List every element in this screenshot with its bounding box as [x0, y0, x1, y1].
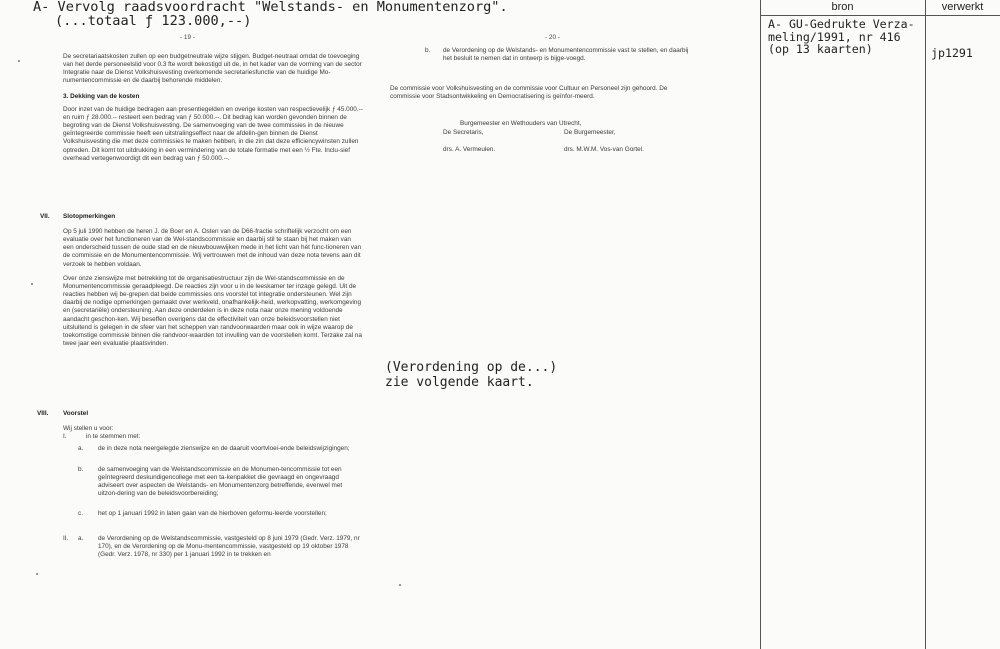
scan-speck — [31, 283, 33, 285]
card-header-title: A- Vervolg raadsvoordracht "Welstands- en Monumentenzorg". — [33, 0, 508, 15]
burgemeester-label: De Burgemeester, — [564, 129, 616, 136]
continuation-note-line-2: zie volgende kaart. — [385, 375, 534, 390]
proposal-item-I-number: I. — [63, 433, 67, 440]
section-7-paragraph-2: Over onze zienswijze met betrekking tot de organisatiestructuur zijn de Wel-standscommissie en de Monumentencommissie geraadpleegd. De reacties zijn voor u in de leeskamer ter inzage gelegd. Uit de reacties hebben wij be-grepen dat beide commissies ons voorstel tot integratie ondersteunen. Wel zijn daarbij de nodige opmerkingen gemaakt over werkveld, onafhankelijk-heid, werkopvatting, werkomgeving en (secretariële) ondersteuning. Aan deze onderdelen is in deze nota naar onze mening voldoende aandacht geschon-ken. Wij beseffen overigens dat de effectiviteit van onze beleidsvoorstellen niet uitsluitend is gelegen in de sfeer van het scheppen van randvoorwaarden maar ook in wijze waarop de toekomstige commissie binnen die randvoor-waarden tot invulling van de voorstellen komt. Terzake zal na twee jaar een evaluatie plaatsvinden. — [63, 274, 362, 348]
column-header-rule — [760, 15, 1000, 16]
right-page-number: - 20 - — [545, 34, 560, 41]
section-7-heading: Slotopmerkingen — [63, 213, 116, 220]
proposal-item-II-text: de Verordening op de Welstandscommissie, vastgesteld op 8 juni 1979 (Gedr. Verz. 1979, nr 170), en de Verordening op de Monu-mentencommissie, vastgesteld op 19 oktober 1978 (Gedr. Verz. 1978, nr 330) per 1 januari 1992 in te trekken en — [98, 535, 360, 559]
right-item-b-label: b. — [425, 47, 431, 54]
bron-entry: A- GU-Gedrukte Verza- meling/1991, nr 416 (op 13 kaarten) — [768, 17, 915, 56]
section-8-heading: Voorstel — [63, 410, 89, 417]
scan-speck — [36, 573, 38, 575]
closing-line: Burgemeester en Wethouders van Utrecht, — [460, 120, 582, 127]
intro-paragraph: De secretariaatskosten zullen op een budgetneutrale wijze stijgen. Budget-neutraal omdat de toevoeging van het derde personeelslid voor 0.3 fte wordt bekostigd uit de, in het kader van de vorming van de sector Integratie naar de Dienst Volkshuisvesting overkomende secretariesfunctie van de huidige Mo-numentencommissie en de daarbij behorende middelen. — [63, 53, 362, 85]
proposal-sub-b-text: de samenvoeging van de Welstandscommissie en de Monumen-tencommissie tot een geïntegreerd deskundigencollege met een ta-kenpakket die gevraagd en ongevraagd adviseert over aspecten de Welstands- en Monumentenzorg betreffende, evenwel met uitzon-dering van de beleidsvoorbereiding; — [98, 466, 343, 498]
proposal-sub-a-text: de in deze nota neergelegde zienswijze en de daaruit voortvloei-ende beleidswijzigingen; — [98, 445, 350, 452]
left-page-body — [63, 53, 363, 168]
committee-paragraph: De commissie voor Volkshuisvesting en de commissie voor Cultuur en Personeel zijn gehoord. De commissie voor Stadsontwikkeling en Democratisering is geïnfor-meerd. — [390, 85, 668, 101]
section-3-text: Door inzet van de huidige bedragen aan presentiegelden en overige kosten van respectievelijk ƒ 45.000.-- en ruim ƒ 28.000.-- resteert een bedrag van ƒ 50.000.--. Dit bedrag kan worden gevonden binnen de begroting van de Dienst Volkshuisvesting. De samenvoeging van de twee commissies in de nieuwe geïntegreerde commissie heeft een uitstralingseffect naar de afdelin-gen binnen de Dienst Volkshuisvesting die met deze commissies te maken hebben, in die zin dat deze efficiencywinsten zullen optreden. Dit komt tot uitdrukking in een vermindering van de totale formatie met een ½ Fte. Inclu-sief overhead vertegenwoordigt dit een bedrag van ƒ 50.000.--. — [63, 105, 363, 162]
secretaris-label: De Secretaris, — [443, 129, 484, 136]
proposal-sub-c-label: c. — [78, 510, 83, 517]
section-7-paragraph-1: Op 5 juli 1990 hebben de heren J. de Boer en A. Osten van de D66-fractie schriftelijk verzocht om een evaluatie over het functioneren van de Wel-standscommissie en daarbij stil te staan bij het maken van een onderscheid tussen de oude stad en de nieuwbouwwijken mede in het licht van hét func-tioneren van de commissie en de Monumentencommissie. Wij vertrouwen met de inhoud van deze nota tevens aan dit verzoek te hebben voldaan. — [63, 228, 362, 268]
burgemeester-name: drs. M.W.M. Vos-van Gortel. — [564, 146, 644, 153]
proposal-item-I-text: in te stemmen met: — [86, 433, 141, 440]
left-page-number: - 19 - — [180, 34, 195, 41]
section-3-heading: 3. Dekking van de kosten — [63, 92, 140, 100]
verwerkt-entry: jp1291 — [931, 46, 973, 60]
proposal-sub-a-label: a. — [78, 445, 84, 452]
column-divider-bron — [760, 0, 761, 649]
proposal-intro: Wij stellen u voor: — [63, 425, 114, 432]
section-7-number: VII. — [40, 213, 50, 220]
continuation-note-line-1: (Verordening op de...) — [385, 360, 558, 375]
right-item-b-text: de Verordening op de Welstands- en Monumentencommissie vast te stellen, en daarbij het besluit te nemen dat in ontwerp is bijge-voegd. — [443, 47, 689, 63]
scan-speck — [399, 584, 401, 586]
scan-speck — [18, 60, 20, 62]
verwerkt-column-header: verwerkt — [941, 1, 984, 13]
proposal-sub-c-text: het op 1 januari 1992 in laten gaan van de hierboven geformu-leerde voorstellen; — [98, 510, 327, 517]
section-7-body — [63, 228, 363, 353]
column-divider-verwerkt — [925, 0, 926, 649]
section-8-number: VIII. — [37, 410, 49, 417]
secretaris-name: drs. A. Vermeulen. — [443, 146, 496, 153]
bron-column-header: bron — [831, 1, 854, 13]
proposal-sub-b-label: b. — [78, 466, 84, 473]
card-header-total: (...totaal ƒ 123.000,--) — [55, 13, 252, 29]
proposal-item-II-number: II. — [63, 535, 69, 542]
proposal-item-II-label: a. — [78, 535, 84, 542]
